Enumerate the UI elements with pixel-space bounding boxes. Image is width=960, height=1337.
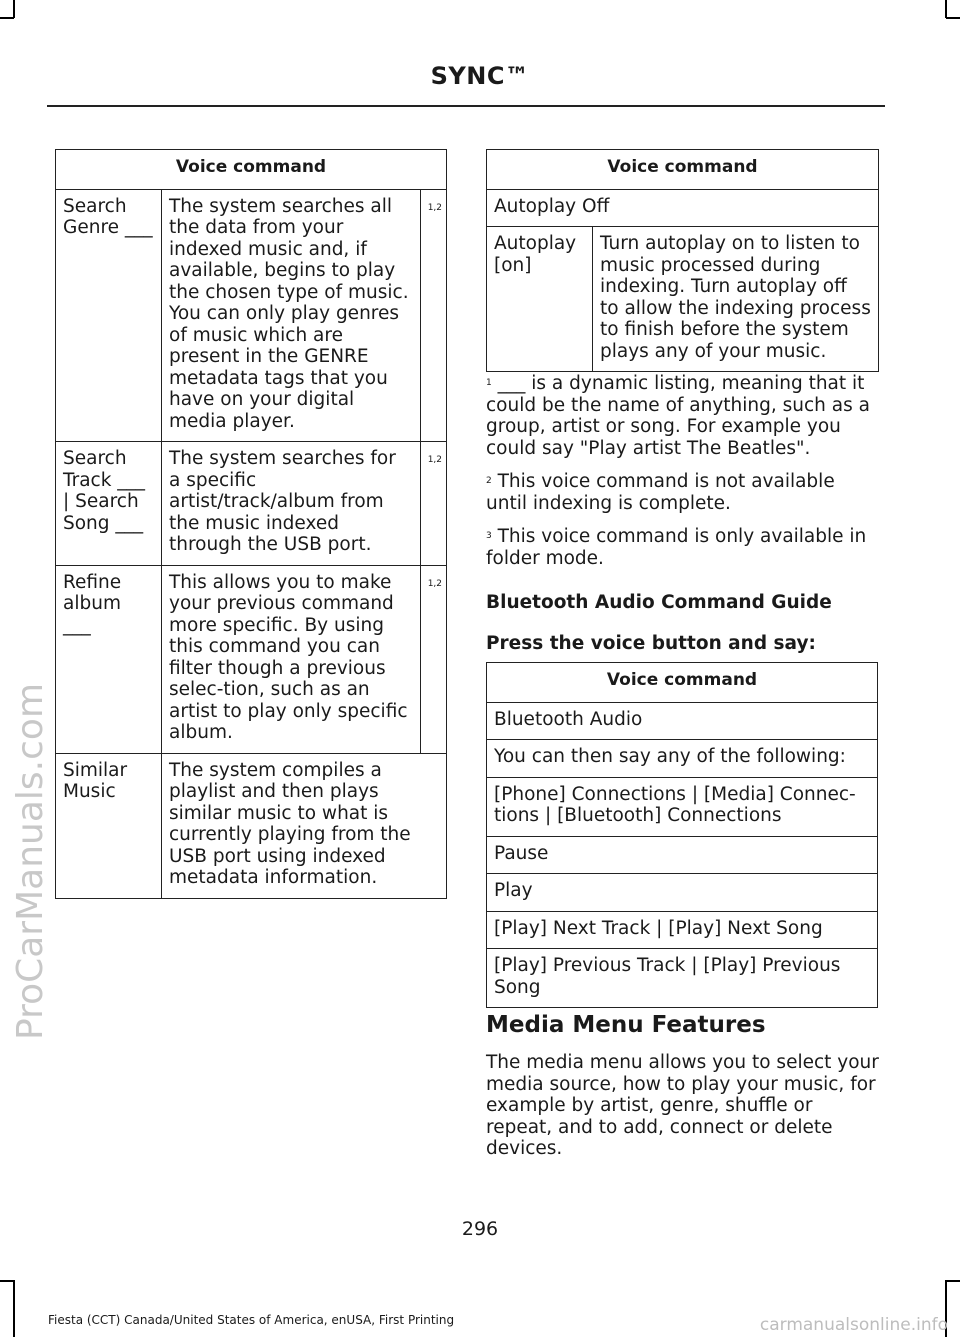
voice-command-table-left [55, 149, 447, 899]
footnote-mark: 1 [486, 378, 492, 388]
description-cell: The system searches for a specific artist/track/album from the music indexed through the USB port. [162, 442, 421, 566]
table-row [487, 874, 878, 912]
page-number: 296 [461, 1218, 499, 1240]
bt-guide-prompt: Press the voice button and say: [486, 633, 816, 654]
table-row [56, 565, 447, 753]
footnote-ref: 1,2 [421, 189, 447, 442]
command-cell: Play [487, 874, 878, 912]
crop-mark [0, 1280, 14, 1282]
section-title: Media Menu Features [486, 1012, 766, 1038]
table-row [487, 777, 878, 836]
table-row [487, 702, 878, 740]
description-cell: Turn autoplay on to listen to music processed during indexing. Turn autoplay off to allow the indexing process to finish before the system plays any of your music. [593, 227, 879, 372]
table-header: Voice command [56, 150, 447, 190]
voice-command-table-autoplay [486, 149, 879, 372]
table-row [487, 949, 878, 1008]
footer-text: Fiesta (CCT) Canada/United States of America, enUSA, First Printing [48, 1313, 455, 1327]
command-cell: [Play] Next Track | [Play] Next Song [487, 911, 878, 949]
footnote-mark: 2 [486, 476, 492, 486]
crop-mark [0, 17, 14, 19]
description-cell: The system compiles a playlist and then plays similar music to what is currently playing from the USB port using indexed metadata information. [162, 753, 447, 898]
table-row [56, 442, 447, 566]
crop-mark [946, 17, 960, 19]
command-cell: Search Genre ___ [56, 189, 162, 442]
footnote-text: This voice command is only available in folder mode. [486, 526, 867, 569]
footnote [486, 373, 878, 459]
table-header: Voice command [487, 663, 878, 703]
command-cell: You can then say any of the following: [487, 740, 878, 778]
footnote-mark: 3 [486, 531, 492, 541]
table-row [56, 753, 447, 898]
command-cell: [Play] Previous Track | [Play] Previous Song [487, 949, 878, 1008]
command-cell: Autoplay Off [487, 189, 879, 227]
table-row [487, 836, 878, 874]
crop-mark [13, 1280, 15, 1337]
table-row [487, 740, 878, 778]
bt-guide-title: Bluetooth Audio Command Guide [486, 592, 832, 613]
table-row [487, 189, 879, 227]
footnote [486, 471, 878, 514]
site-logo: carmanualsonline.info [759, 1315, 948, 1335]
footnote-ref: 1,2 [421, 565, 447, 753]
description-cell: The system searches all the data from your indexed music and, if available, begins to play the chosen type of music. You can only play genres of music which are present in the GENRE metadata tags that you have on your digital media player. [162, 189, 421, 442]
command-cell: Refine album ___ [56, 565, 162, 753]
table-header: Voice command [487, 150, 879, 190]
command-cell: Search Track ___ | Search Song ___ [56, 442, 162, 566]
table-row [56, 189, 447, 442]
crop-mark [946, 1280, 960, 1282]
command-cell: [Phone] Connections | [Media] Connec-tions | [Bluetooth] Connections [487, 777, 878, 836]
description-cell: This allows you to make your previous command more specific. By using this command you can filter though a previous selec-tion, such as an artist to play only specific album. [162, 565, 421, 753]
section-body: The media menu allows you to select your media source, how to play your music, for example by artist, genre, shuffle or repeat, and to add, connect or delete devices. [486, 1052, 879, 1159]
table-row [487, 911, 878, 949]
voice-command-table-bluetooth [486, 662, 878, 1008]
command-cell: Similar Music [56, 753, 162, 898]
footnote-ref: 1,2 [421, 442, 447, 566]
footnote-text: ___ is a dynamic listing, meaning that it could be the name of anything, such as a group, artist or song. For example you could say "Play artist The Beatles". [486, 373, 870, 459]
page-title: SYNC™ [430, 62, 530, 90]
header-divider [47, 105, 885, 107]
crop-mark [945, 0, 947, 18]
command-cell: Pause [487, 836, 878, 874]
crop-mark [13, 0, 15, 18]
footnote [486, 526, 878, 569]
command-cell: Autoplay [on] [487, 227, 593, 372]
footnote-text: This voice command is not available until indexing is complete. [486, 471, 835, 514]
watermark: ProCarManuals.com [10, 682, 51, 1040]
footnotes [486, 373, 878, 581]
table-row [487, 227, 879, 372]
command-cell: Bluetooth Audio [487, 702, 878, 740]
